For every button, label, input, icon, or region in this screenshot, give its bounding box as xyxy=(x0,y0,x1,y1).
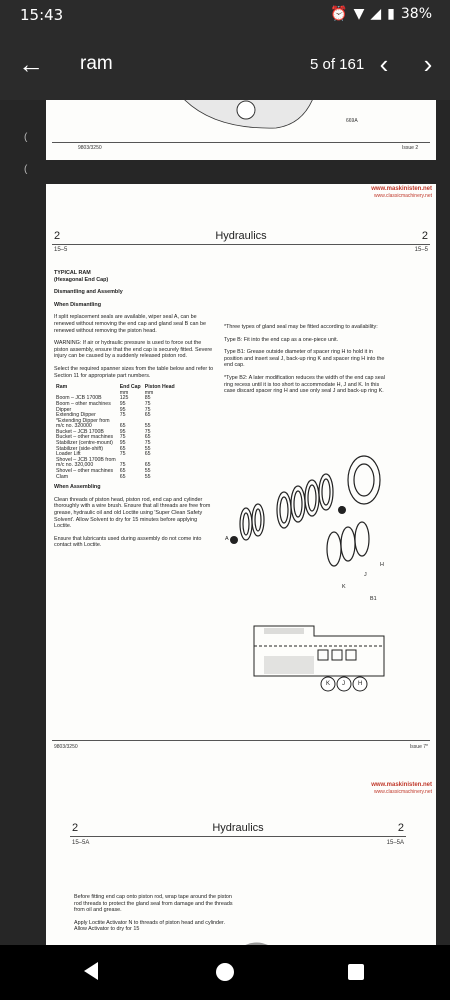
paragraph-seals: If split replacement seals are available, wiper seal A, can be renewed without removing the end cap and gland seal B can be renewed without removing the piston head. xyxy=(54,314,206,334)
watermark-line-1: www.maskinisten.net xyxy=(371,782,432,788)
search-app-bar xyxy=(0,30,450,100)
table-cell: 65 xyxy=(144,412,151,419)
table-cell: Bucket – JCB 1700B xyxy=(56,428,104,435)
table-cell: 75 xyxy=(119,412,126,419)
table-cell: 75 xyxy=(119,451,126,458)
table-cell: m/c no. 320,000 xyxy=(56,462,94,469)
page-footer-right: Issue 2 xyxy=(402,145,419,151)
table-cell: 55 xyxy=(144,468,151,475)
table-unit: mm xyxy=(144,389,154,396)
table-cell: 95 xyxy=(119,400,126,407)
table-cell: Bucket – other machines xyxy=(56,434,114,441)
table-cell: 75 xyxy=(144,440,151,447)
table-cell: 75 xyxy=(144,406,151,413)
label-h: H xyxy=(380,562,384,568)
nav-recents-icon[interactable] xyxy=(348,964,364,980)
label-b: B xyxy=(340,506,344,512)
section-right: 15–5A xyxy=(386,840,404,846)
page-figure-fragment xyxy=(240,938,280,945)
heading-hexagonal: (Hexagonal End Cap) xyxy=(54,276,109,283)
table-cell: 55 xyxy=(144,473,151,480)
paragraph-clean-threads: Clean threads of piston head, piston rod, end cap and cylinder thoroughly with a wire brush. Ensure that all threads are free from grease, hydraulic oil and old Loctite using 'Super Clean Safety Solvent'. Allow Solvent to dry for 15 minutes before applying Loctite. xyxy=(54,496,211,530)
table-cell: 75 xyxy=(144,428,151,435)
page-footer-left: 9803/3250 xyxy=(78,145,102,151)
system-navigation-bar xyxy=(0,945,450,1000)
document-viewer[interactable] xyxy=(0,100,450,945)
table-cell: Clam xyxy=(56,473,69,480)
paragraph-type-b: Type B: Fit into the end cap as a one-piece unit. xyxy=(224,336,339,343)
table-cell: Shovel – other machines xyxy=(56,468,114,475)
document-page-4 xyxy=(46,100,436,160)
watermark xyxy=(371,186,432,200)
status-icons xyxy=(330,6,432,22)
wifi-icon: ▼ xyxy=(353,6,365,22)
label-j-circle: J xyxy=(342,681,345,687)
watermark-line-2: www.classicmachinery.net xyxy=(374,789,432,795)
table-cell: 85 xyxy=(144,395,151,402)
table-cell: 65 xyxy=(144,451,151,458)
spanner-size-table xyxy=(54,385,177,480)
nav-back-icon[interactable] xyxy=(84,962,98,980)
label-h-circle: H xyxy=(358,681,363,687)
right-column xyxy=(224,324,392,401)
table-cell: *Extending Dipper from xyxy=(56,417,110,424)
watermark-line-1: www.maskinisten.net xyxy=(371,186,432,192)
table-header: Ram xyxy=(56,384,68,391)
battery-icon: ▮ xyxy=(387,6,395,22)
header-title: Hydraulics xyxy=(212,822,264,834)
table-cell: Dipper xyxy=(56,406,72,413)
paragraph-warning: WARNING: If air or hydraulic pressure is used to force out the piston assembly, ensure that the end cap is securely fitted. Severe injury can be caused by a suddenly released piston rod. xyxy=(54,340,213,360)
match-counter: 5 of 161 xyxy=(310,56,365,73)
table-cell: m/c no. 320000 xyxy=(56,423,92,430)
page-footer-left: 9803/3250 xyxy=(54,744,78,750)
section-left: 15–5 xyxy=(54,247,68,253)
heading-typical-ram: TYPICAL RAM xyxy=(54,270,91,276)
section-left: 15–5A xyxy=(72,840,90,846)
watermark xyxy=(371,782,432,796)
footer-rule xyxy=(52,142,430,143)
header-number-left: 2 xyxy=(54,230,61,242)
table-cell: Shovel – JCB 1700B from xyxy=(56,456,116,463)
table-cell: Boom – other machines xyxy=(56,400,111,407)
table-cell: Extending Dipper xyxy=(56,412,96,419)
binder-holes: ( ( xyxy=(24,132,28,175)
paragraph-type-b1: Type B1: Grease outside diameter of spacer ring H to hold it in position and insert seal J, back-up ring K and spacer ring H into the end cap. xyxy=(224,349,385,369)
label-b1: B1 xyxy=(370,596,377,602)
header-rule xyxy=(52,244,430,245)
paragraph-type-b2: *Type B2: A later modification reduces the width of the end cap seal ring recess until it is too short to accommodate H, J and K. In this case discard spacer ring H and use only seal J and back-up ring K. xyxy=(224,374,385,395)
footer-rule xyxy=(52,740,430,741)
table-cell: 95 xyxy=(119,406,126,413)
signal-icon: ◢ xyxy=(370,6,382,22)
heading-dismantling-assembly: Dismantling and Assembly xyxy=(54,289,123,296)
seal-exploded-diagram xyxy=(224,454,424,574)
table-cell: 95 xyxy=(119,428,126,435)
label-a: A xyxy=(225,536,229,542)
paragraph-wrap-tape: Before fitting end cap onto piston rod, wrap tape around the piston rod threads to protect the gland seal from damage and the threads from oil and grease. xyxy=(74,894,233,914)
nav-home-icon[interactable] xyxy=(216,963,234,981)
paragraph-gland-types: *Three types of gland seal may be fitted according to availability: xyxy=(224,324,378,330)
paragraph-lubricants: Ensure that lubricants used during assembly do not come into contact with Loctite. xyxy=(54,535,202,549)
document-page-6 xyxy=(46,780,436,945)
status-bar xyxy=(0,0,450,30)
label-k: K xyxy=(342,584,346,590)
left-column xyxy=(74,894,234,939)
left-column xyxy=(54,270,214,555)
label-j: J xyxy=(364,572,367,578)
table-header: Piston Head xyxy=(144,384,175,391)
previous-match-icon[interactable]: ‹ xyxy=(379,49,389,79)
watermark-line-2: www.classicmachinery.net xyxy=(374,193,432,199)
table-cell: 65 xyxy=(144,434,151,441)
table-cell: Boom – JCB 1700B xyxy=(56,395,102,402)
table-cell: 65 xyxy=(119,473,126,480)
section-right: 15–5 xyxy=(414,247,428,253)
document-page-5 xyxy=(46,184,436,796)
table-cell: 65 xyxy=(119,423,126,430)
header-number-right: 2 xyxy=(397,822,404,834)
table-header: End Cap xyxy=(119,384,141,391)
table-row xyxy=(54,475,177,481)
table-cell: 125 xyxy=(119,395,129,402)
table-unit: mm xyxy=(119,389,129,396)
alarm-icon: ⏰ xyxy=(330,6,348,22)
table-cell: Stabilizer (side-shift) xyxy=(56,445,103,452)
header-number-right: 2 xyxy=(421,230,428,242)
table-cell: Stabilizer (centre-mount) xyxy=(56,440,113,447)
battery-percent: 38% xyxy=(400,6,432,22)
table-cell: 95 xyxy=(119,440,126,447)
header-rule xyxy=(70,836,406,837)
next-match-icon[interactable]: › xyxy=(423,49,433,79)
header-title: Hydraulics xyxy=(215,230,267,242)
paragraph-spanner: Select the required spanner sizes from the table below and refer to Section 11 for appropriate part numbers. xyxy=(54,365,214,379)
table-cell: 75 xyxy=(119,434,126,441)
table-cell: 65 xyxy=(119,445,126,452)
table-cell: 75 xyxy=(144,400,151,407)
page-figure xyxy=(46,100,436,160)
back-arrow-icon[interactable]: ← xyxy=(18,49,44,79)
table-cell: 55 xyxy=(144,445,151,452)
label-k-circle: K xyxy=(326,681,331,687)
figure-label: 669A xyxy=(346,118,358,124)
page-footer-right: Issue 7* xyxy=(409,744,428,750)
end-cap-section-diagram xyxy=(244,616,394,696)
table-cell: 55 xyxy=(144,423,151,430)
heading-when-dismantling: When Dismantling xyxy=(54,301,102,308)
table-cell: 75 xyxy=(119,462,126,469)
header-number-left: 2 xyxy=(72,822,79,834)
table-cell: 65 xyxy=(119,468,126,475)
table-cell: Loader Lift xyxy=(56,451,81,458)
table-cell: 65 xyxy=(144,462,151,469)
paragraph-activator: Apply Loctite Activator N to threads of piston head and cylinder. Allow Activator to dry for 15 xyxy=(74,919,226,933)
heading-when-assembling: When Assembling xyxy=(54,484,101,491)
search-query[interactable]: ram xyxy=(80,53,113,74)
status-time: 15:43 xyxy=(20,6,64,24)
